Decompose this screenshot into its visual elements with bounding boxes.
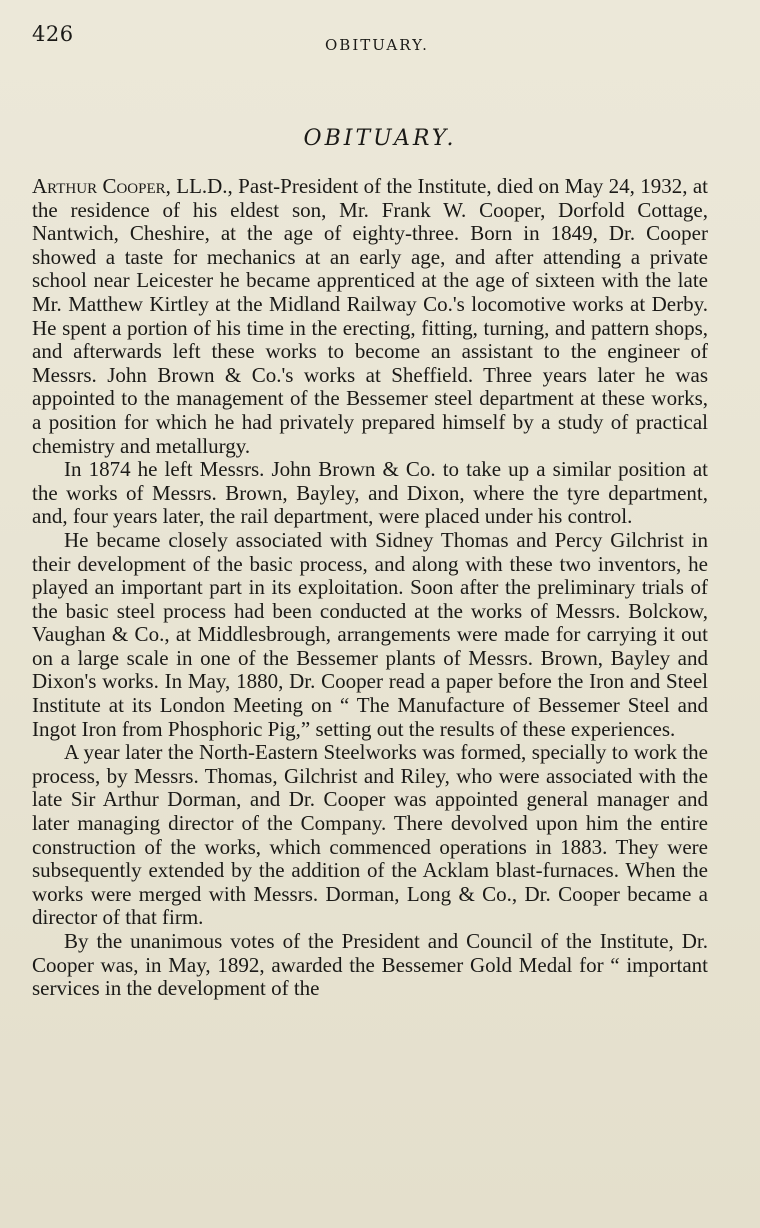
obituary-body (32, 175, 708, 1001)
running-title: OBITUARY. (325, 36, 429, 54)
running-head (32, 22, 720, 52)
paragraph: A year later the North-Eastern Steelworks was formed, specially to work the process, by Messrs. Thomas, Gilchrist and Riley, who were associated with the late Sir Arthur Dorman, and Dr. Cooper was appointed general manager and later managing director of the Company. There devolved upon him the entire construction of the works, which commenced operations in 1883. They were subsequently extended by the addition of the Acklam blast-furnaces. When the works were merged with Messrs. Dorman, Long & Co., Dr. Cooper became a director of that firm. (32, 740, 708, 930)
section-heading: OBITUARY. (303, 126, 457, 151)
paragraph (32, 175, 708, 458)
paragraph-text: , LL.D., Past-President of the Institute, died on May 24, 1932, at the residence of his eldest son, Mr. Frank W. Cooper, Dorfold Cottage, Nantwich, Cheshire, at the age of eighty-three. Born in 1849, Dr. Cooper showed a taste for mechanics at an early age, and after attending a private school near Leicester he became apprenticed at the age of sixteen with the late Mr. Matthew Kirtley at the Midland Railway Co.'s locomotive works at Derby. He spent a portion of his time in the erecting, fitting, turning, and pattern shops, and afterwards left these works to become an assistant to the engineer of Messrs. John Brown & Co.'s works at Sheffield. Three years later he was appointed to the management of the Bessemer steel department at these works, a position for which he had privately prepared himself by a study of practical chemistry and metallurgy. (32, 174, 708, 458)
paragraph: In 1874 he left Messrs. John Brown & Co. to take up a similar position at the works of Messrs. Brown, Bayley, and Dixon, where the tyre department, and, four years later, the rail department, were placed under his control. (32, 457, 708, 529)
paragraph: By the unanimous votes of the President and Council of the Institute, Dr. Cooper was, in May, 1892, awarded the Bessemer Gold Medal for “ important services in the development of the (32, 929, 708, 1001)
paragraph: He became closely associated with Sidney Thomas and Percy Gilchrist in their development of the basic process, and along with these two inventors, he played an important part in its exploitation. Soon after the preliminary trials of the basic steel process had been conducted at the works of Messrs. Bolckow, Vaughan & Co., at Middlesbrough, arrangements were made for carrying it out on a large scale in one of the Bessemer plants of Messrs. Brown, Bayley and Dixon's works. In May, 1880, Dr. Cooper read a paper before the Iron and Steel Institute at its London Meeting on “ The Manufacture of Bessemer Steel and Ingot Iron from Phosphoric Pig,” setting out the results of these experiences. (32, 527, 708, 741)
lead-name: Arthur Cooper (32, 174, 166, 198)
page-number: 426 (32, 22, 74, 46)
